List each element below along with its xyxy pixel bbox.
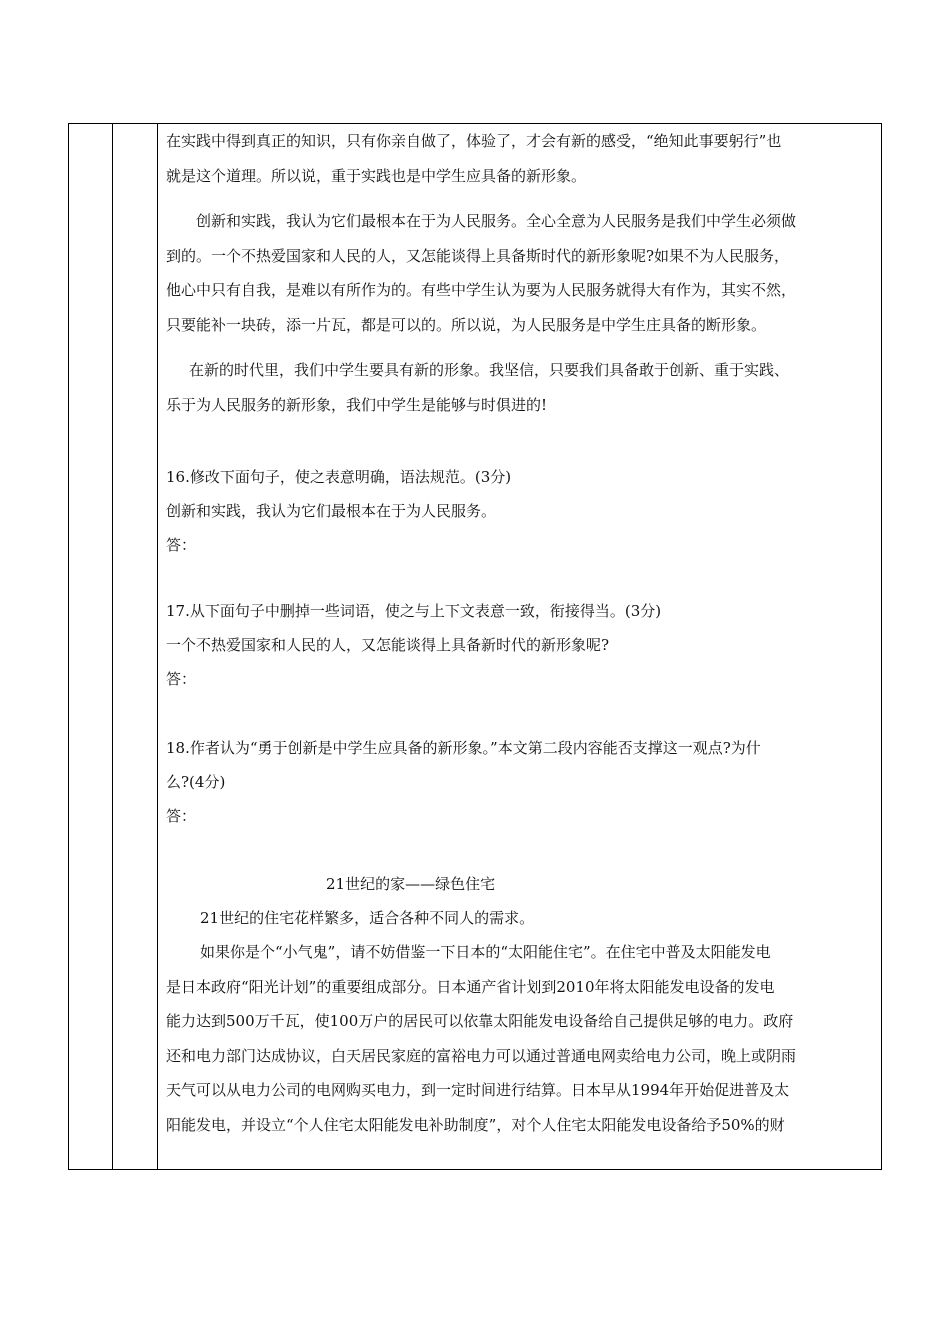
question-17 xyxy=(166,594,874,696)
text-line: 能力达到500万千瓦，使100万户的居民可以依靠太阳能发电设备给自己提供足够的电力。政府 xyxy=(166,1012,794,1030)
question-stem: 16.修改下面句子，使之表意明确，语法规范。(3分) xyxy=(166,468,512,486)
question-stem: 18.作者认为“勇于创新是中学生应具备的新形象。”本文第二段内容能否支撑这一观点?为什 xyxy=(166,739,761,757)
question-16 xyxy=(166,460,874,562)
article-paragraph-2 xyxy=(166,935,874,1142)
text-line: 天气可以从电力公司的电网购买电力，到一定时间进行结算。日本早从1994年开始促进普及太 xyxy=(166,1081,790,1099)
answer-label: 答： xyxy=(166,536,197,554)
article-paragraph-1: 21世纪的住宅花样繁多，适合各种不同人的需求。 xyxy=(200,909,535,927)
article-title: 21世纪的家——绿色住宅 xyxy=(326,875,496,893)
text-line: 在实践中得到真正的知识，只有你亲自做了，体验了，才会有新的感受，“绝知此事要躬行”也 xyxy=(166,132,782,150)
table-column-divider xyxy=(112,124,113,1169)
text-line: 如果你是个“小气鬼”，请不妨借鉴一下日本的“太阳能住宅”。在住宅中普及太阳能发电 xyxy=(200,943,771,961)
essay-paragraph-1 xyxy=(166,124,874,193)
document-table xyxy=(68,123,882,1170)
text-line: 到的。一个不热爱国家和人民的人，又怎能谈得上具备斯时代的新形象呢?如果不为人民服务， xyxy=(166,246,790,265)
question-sentence: 一个不热爱国家和人民的人，又怎能谈得上具备新时代的新形象呢? xyxy=(166,636,610,654)
answer-label: 答： xyxy=(166,670,197,688)
question-18 xyxy=(166,731,874,833)
text-line: 还和电力部门达成协议，白天居民家庭的富裕电力可以通过普通电网卖给电力公司，晚上或阴雨 xyxy=(166,1046,797,1065)
text-line: 在新的时代里，我们中学生要具有新的形象。我坚信，只要我们具备敢于创新、重于实践、 xyxy=(189,361,790,379)
text-line: 乐于为人民服务的新形象，我们中学生是能够与时俱进的! xyxy=(166,395,548,414)
question-stem-continued: 么?(4分) xyxy=(166,773,226,791)
text-line: 阳能发电，并设立“个人住宅太阳能发电补助制度”，对个人住宅太阳能发电设备给予50%的财 xyxy=(166,1115,785,1134)
text-line: 创新和实践，我认为它们最根本在于为人民服务。全心全意为人民服务是我们中学生必须做 xyxy=(196,212,797,230)
text-line: 就是这个道理。所以说，重于实践也是中学生应具备的新形象。 xyxy=(166,166,587,185)
question-stem: 17.从下面句子中删掉一些词语，使之与上下文表意一致，衔接得当。(3分) xyxy=(166,602,662,620)
table-column-divider xyxy=(157,124,158,1169)
essay-paragraph-2 xyxy=(166,204,874,342)
text-line: 只要能补一块砖，添一片瓦，都是可以的。所以说，为人民服务是中学生庄具备的断形象。 xyxy=(166,315,767,334)
text-line: 他心中只有自我，是难以有所作为的。有些中学生认为要为人民服务就得大有作为，其实不然， xyxy=(166,281,797,299)
answer-label: 答： xyxy=(166,807,197,825)
question-sentence: 创新和实践，我认为它们最根本在于为人民服务。 xyxy=(166,502,497,520)
essay-paragraph-3 xyxy=(166,353,874,422)
text-line: 是日本政府“阳光计划”的重要组成部分。日本通产省计划到2010年将太阳能发电设备的发电 xyxy=(166,977,775,996)
